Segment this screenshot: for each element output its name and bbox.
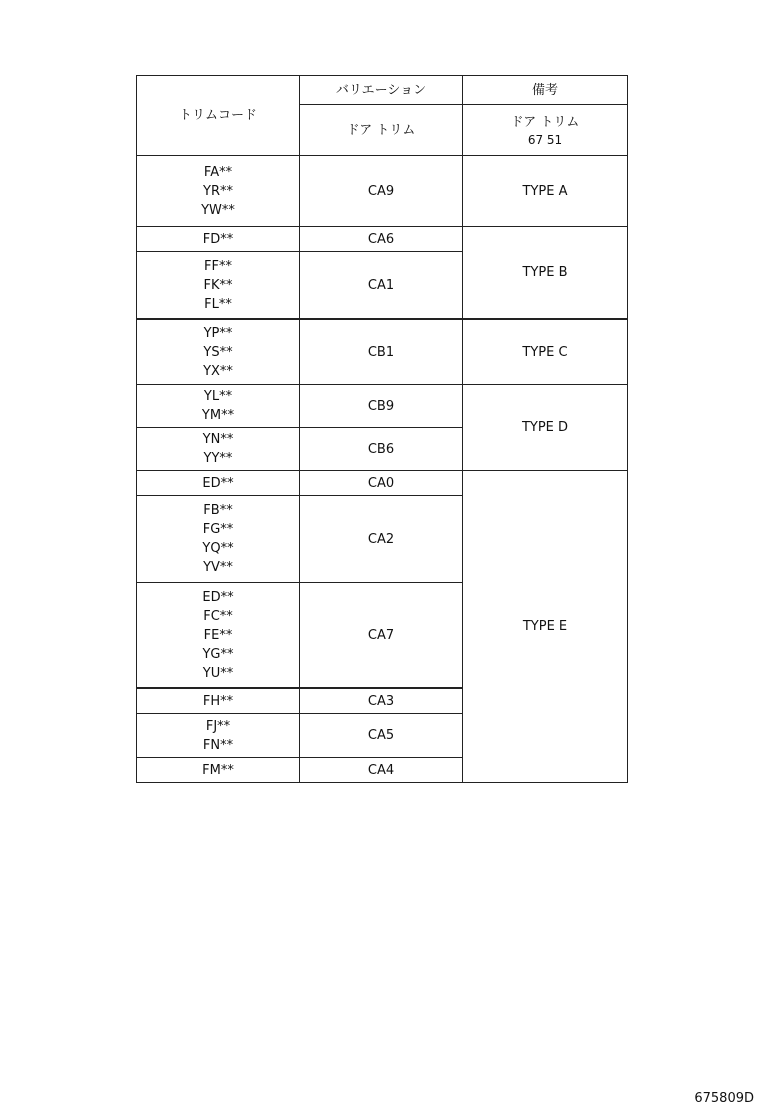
- trim-code: FC**: [203, 608, 233, 624]
- door-trim-value: CB9: [367, 398, 395, 414]
- trim-code: YG**: [202, 646, 234, 662]
- trim-codes-row-7: [137, 471, 299, 495]
- trim-codes-row-12: [137, 758, 299, 782]
- header-remarks: [463, 76, 627, 104]
- trim-code: FH**: [202, 693, 234, 709]
- trim-codes-row-9: [137, 583, 299, 687]
- trim-codes-row-2: [137, 227, 299, 251]
- door-trim-value: CA4: [367, 762, 395, 778]
- door-trim-value: CA5: [367, 728, 395, 743]
- header-trim-code: [137, 76, 299, 155]
- remarks-type-e-text: TYPE E: [522, 619, 568, 634]
- trim-code: FL**: [204, 296, 232, 312]
- header-remarks-door-trim-text: ドア トリム: [510, 114, 580, 130]
- door-trim-value: CA3: [367, 693, 395, 709]
- remarks-type-b: [463, 227, 627, 318]
- door-trim-row-7: [300, 471, 462, 495]
- trim-code: YM**: [201, 408, 235, 423]
- trim-codes-row-6: [137, 428, 299, 470]
- trim-codes-row-1: [137, 156, 299, 226]
- door-trim-row-11: [300, 714, 462, 757]
- remarks-type-c: [463, 320, 627, 384]
- remarks-type-c-text: TYPE C: [522, 344, 568, 360]
- door-trim-row-5: [300, 385, 462, 427]
- trim-code: YU**: [202, 665, 234, 681]
- trim-code: YS**: [203, 344, 233, 360]
- header-remarks-door-trim: [463, 105, 627, 155]
- trim-codes-row-5: [137, 385, 299, 427]
- trim-code: YN**: [202, 432, 234, 447]
- door-trim-value: CA9: [367, 183, 395, 199]
- remarks-type-d-text: TYPE D: [521, 420, 569, 435]
- door-trim-value: CB6: [367, 441, 395, 457]
- header-remarks-numbers: 67 51: [527, 132, 563, 147]
- door-trim-row-9: [300, 583, 462, 687]
- trim-codes-row-8: [137, 496, 299, 582]
- remarks-a-b-divider: [463, 226, 627, 227]
- door-trim-row-6: [300, 428, 462, 470]
- header-door-trim-text: ドア トリム: [346, 122, 416, 138]
- door-trim-value: CA2: [367, 531, 395, 547]
- door-trim-value: CA6: [367, 231, 395, 247]
- door-trim-row-1: [300, 156, 462, 226]
- door-trim-row-12: [300, 758, 462, 782]
- door-trim-row-3: [300, 252, 462, 318]
- remarks-type-a: [463, 156, 627, 226]
- trim-codes-row-10: [137, 689, 299, 713]
- header-door-trim: [300, 105, 462, 155]
- trim-code: YV**: [203, 560, 233, 575]
- header-trim-code-text: トリムコード: [178, 108, 257, 123]
- trim-code: YW**: [201, 202, 235, 218]
- trim-code: FG**: [202, 522, 234, 537]
- trim-codes-row-3: [137, 252, 299, 318]
- trim-code: FM**: [202, 762, 234, 778]
- trim-code-table: [136, 75, 628, 783]
- door-trim-value: CA7: [367, 627, 395, 643]
- trim-code: FJ**: [205, 718, 231, 734]
- document-id: 675809D: [694, 1091, 754, 1106]
- trim-code: FE**: [203, 627, 233, 643]
- trim-code: FA**: [203, 164, 233, 180]
- trim-codes-row-11: [137, 714, 299, 757]
- remarks-type-a-text: TYPE A: [522, 183, 568, 199]
- remarks-type-b-text: TYPE B: [522, 265, 568, 280]
- trim-code: FF**: [204, 258, 232, 274]
- door-trim-value: CA1: [367, 277, 395, 293]
- remarks-type-d: [463, 385, 627, 470]
- trim-code: YX**: [203, 363, 233, 379]
- trim-code: FN**: [202, 737, 234, 753]
- trim-code: YQ**: [202, 541, 234, 556]
- trim-code: ED**: [202, 589, 234, 605]
- door-trim-row-10: [300, 689, 462, 713]
- trim-code: FD**: [202, 231, 234, 247]
- trim-code: YR**: [203, 183, 233, 199]
- trim-code: ED**: [202, 475, 234, 491]
- trim-code: YP**: [203, 325, 233, 341]
- trim-code: FB**: [203, 503, 233, 518]
- header-variation-text: バリエーション: [335, 82, 427, 98]
- trim-code: YY**: [203, 451, 233, 466]
- door-trim-row-8: [300, 496, 462, 582]
- header-variation: [300, 76, 462, 104]
- remarks-type-e: [463, 471, 627, 782]
- door-trim-value: CB1: [367, 344, 395, 360]
- trim-code: YL**: [203, 389, 233, 404]
- door-trim-value: CA0: [367, 475, 395, 491]
- door-trim-row-4: [300, 320, 462, 384]
- header-remarks-text: 備考: [531, 82, 558, 98]
- trim-code: FK**: [203, 277, 233, 293]
- door-trim-row-2: [300, 227, 462, 251]
- trim-codes-row-4: [137, 320, 299, 384]
